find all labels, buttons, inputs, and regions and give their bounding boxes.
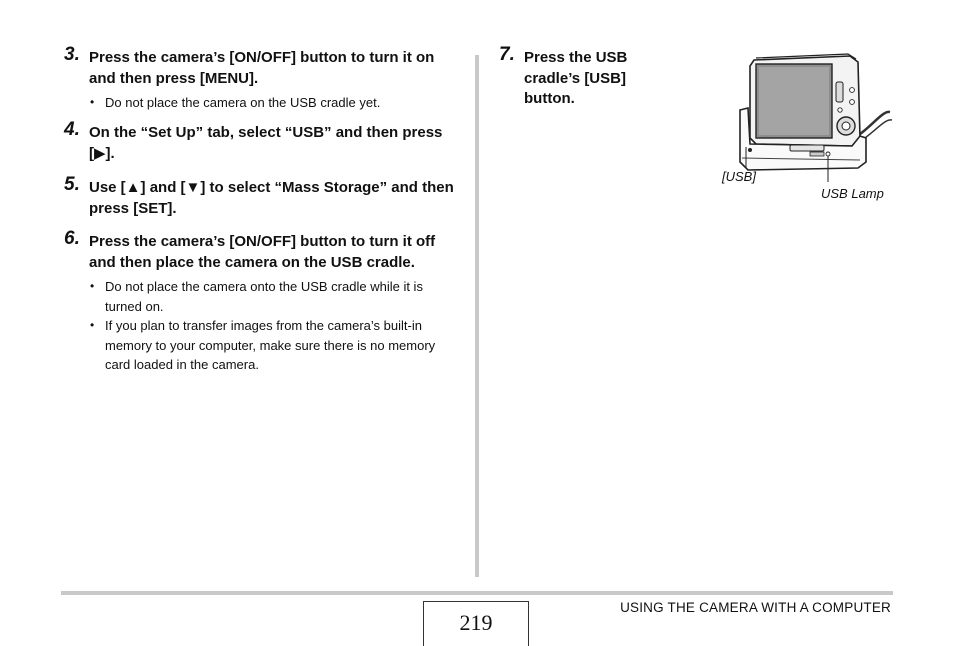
page-number: 219 [459,610,493,635]
step-text: Use [▲] and [▼] to select “Mass Storage” and then press [SET]. [89,179,454,217]
step-text: Press the camera’s [ON/OFF] button to turn it off and then place the camera on the USB cradle. [89,233,436,271]
step-text: Press the USB cradle’s [USB] button. [524,49,628,107]
usb-button-label: [USB] [722,169,756,184]
step-text: On the “Set Up” tab, select “USB” and then press [▶]. [89,124,443,162]
step-text: Press the camera’s [ON/OFF] button to turn it on and then press [MENU]. [89,49,435,87]
step-number: 4. [64,119,80,140]
step-number: 6. [64,228,80,249]
footer-rule [61,591,893,595]
column-divider [475,55,479,577]
step-4 [64,119,459,164]
section-title: USING THE CAMERA WITH A COMPUTER [620,600,891,615]
step-3 [64,44,459,113]
usb-lamp-label: USB Lamp [821,186,884,201]
page-number-box [423,601,529,646]
step-number: 3. [64,44,80,65]
bullet-note: • Do not place the camera onto the USB cradle while it is turned on. [89,277,459,316]
bullet-note: • If you plan to transfer images from the camera’s built-in memory to your computer, make sure there is no memory card loaded in the camera. [89,316,459,375]
bullet-note: • Do not place the camera on the USB cradle yet. [89,93,459,113]
step-7 [499,44,664,110]
step-number: 7. [499,44,515,65]
step-number: 5. [64,174,80,195]
step-6 [64,228,459,375]
step-5 [64,174,459,219]
